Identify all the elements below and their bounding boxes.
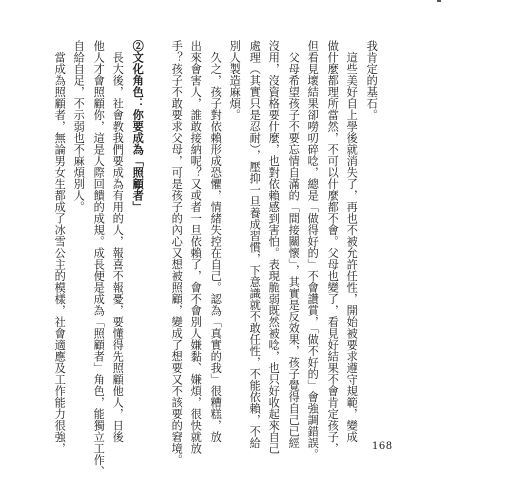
text-column: 處理（其實只是忍耐），壓抑一旦養成習慣，下意識就不敢任性，不能依賴，不給	[248, 40, 262, 449]
text-column: 父母希望孩子不要忘情自滿的「間接關懷」，其實是反效果，孩子覺得自己已經	[287, 40, 301, 449]
text-column: 出來會害人，誰敢接納呢？又或者一旦依賴了，會不會別人嫌黏、嫌煩，很快就放	[189, 40, 203, 454]
text-column: 久之，孩子對依賴形成恐懼，情緒失控在自己。認為「真實的我」很糟糕，放	[209, 40, 223, 443]
text-column: 別人製造麻煩。	[228, 40, 242, 121]
text-column: 做什麼都理所當然，不可以什麼都不會。父母也變了，看見好結果不會肯定孩子，	[326, 40, 340, 454]
page-top-mark	[437, 0, 441, 2]
text-column: 他人才會照顧你，這是人際回饋的成規。成長便是成為「照顧者」角色，能獨立工作、	[92, 40, 106, 477]
text-column: 手？孩子不敢要求父母，可是孩子的內心又想被照顧，變成了想要又不該要的窘境。	[170, 40, 184, 466]
text-column: 沒用，沒資格要什麼，也對依賴感到害怕。表現脆弱既然被唸，也只好收起來自己	[267, 40, 281, 454]
section-heading: ②文化角色：你要成為「照顧者」	[131, 40, 146, 213]
text-column: 長大後，社會教我們要成為有用的人，報喜不報憂，要懂得先照顧他人，日後	[111, 40, 125, 443]
text-column: 這些美好自上學後就消失了，再也不被允許任性，開始被要求遵守規範，變成	[345, 40, 359, 443]
text-column: 自給自足，不示弱也不麻煩別人。	[72, 40, 86, 213]
text-column: 我肯定的基石。	[365, 40, 379, 121]
page-number: 168	[372, 441, 393, 452]
text-column: 但看見壞結果卻嘮叨碎唸，總是「做得好的」不會讚賞，「做不好的」會強調錯誤。	[306, 40, 320, 460]
text-column: 當成為照顧者，無論男女生都成了冰雪公主的模樣，社會適應及工作能力很強，	[53, 40, 67, 454]
